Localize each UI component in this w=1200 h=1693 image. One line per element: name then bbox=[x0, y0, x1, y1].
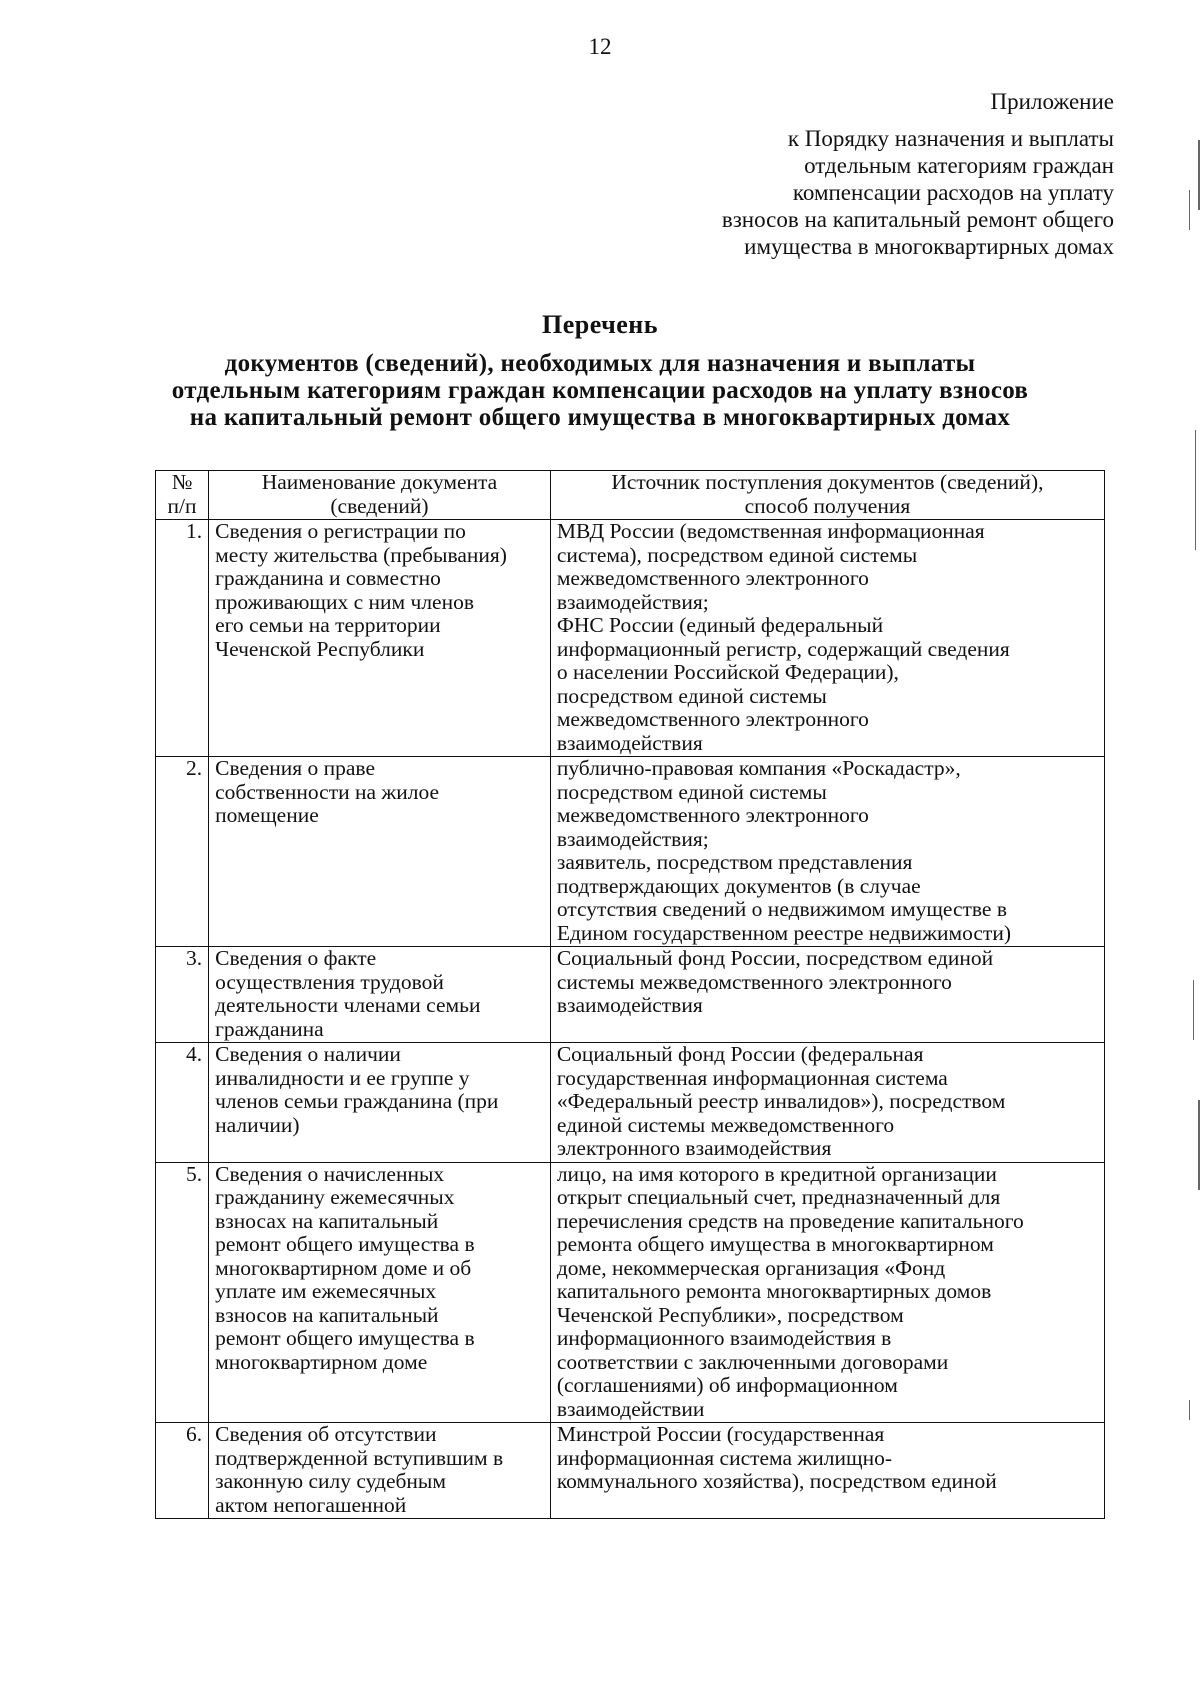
document-source-line: Минстрой России (государственная bbox=[556, 1422, 885, 1446]
scan-artifact bbox=[1189, 1400, 1190, 1420]
header-source bbox=[550, 471, 1104, 520]
appendix-line: к Порядку назначения и выплаты bbox=[787, 126, 1114, 151]
appendix-block bbox=[722, 88, 1114, 260]
document-name-line: собственности на жилое bbox=[215, 779, 440, 804]
document-source-cell bbox=[550, 757, 1104, 947]
document-source-line: заявитель, посредством представления bbox=[556, 850, 913, 874]
table-body bbox=[156, 520, 1105, 1519]
document-source-line: взаимодействия; bbox=[556, 589, 709, 614]
document-name-line: Сведения о факте bbox=[215, 946, 377, 970]
table-row bbox=[156, 520, 1105, 757]
document-source-line: информационного взаимодействия в bbox=[556, 1326, 892, 1350]
document-name-line: Сведения о начисленных bbox=[215, 1161, 445, 1186]
document-source-line: государственная информационная система bbox=[556, 1065, 948, 1090]
document-name-cell bbox=[209, 1423, 551, 1519]
row-number: 3. bbox=[156, 947, 209, 1043]
table-header-row bbox=[156, 471, 1105, 520]
document-subtitle-line: отдельным категориям граждан компенсации расходов на уплату взносов bbox=[171, 377, 1029, 404]
document-source-line: система), посредством единой системы bbox=[556, 542, 918, 567]
document-source-line: «Федеральный реестр инвалидов»), посредством bbox=[556, 1089, 1006, 1113]
document-title: Перечень bbox=[541, 310, 659, 339]
header-source-line: Источник поступления документов (сведений), bbox=[611, 470, 1044, 494]
appendix-title: Приложение bbox=[990, 89, 1114, 114]
document-source-line: коммунального хозяйства), посредством единой bbox=[556, 1469, 997, 1493]
header-num-line: № bbox=[171, 470, 193, 494]
document-name-line: проживающих с ним членов bbox=[215, 589, 475, 614]
document-name-cell bbox=[209, 520, 551, 757]
row-number: 5. bbox=[156, 1162, 209, 1423]
document-source-line: ФНС России (единый федеральный bbox=[556, 613, 884, 637]
document-source-line: электронного взаимодействия bbox=[556, 1136, 832, 1160]
document-source-line: МВД России (ведомственная информационная bbox=[556, 519, 985, 543]
document-source-line: Чеченской Республики», посредством bbox=[556, 1302, 904, 1327]
scan-artifact bbox=[1193, 980, 1194, 1040]
document-name-line: деятельности членами семьи bbox=[215, 993, 481, 1017]
document-source-line: взаимодействия bbox=[556, 730, 703, 755]
document-name-cell bbox=[209, 1043, 551, 1163]
document-source-line: информационный регистр, содержащий сведения bbox=[556, 636, 1010, 661]
document-source-cell bbox=[550, 1423, 1104, 1519]
document-source-line: единой системы межведомственного bbox=[556, 1112, 895, 1137]
document-source-cell bbox=[550, 520, 1104, 757]
table-row bbox=[156, 757, 1105, 947]
document-source-line: лицо, на имя которого в кредитной организации bbox=[556, 1161, 997, 1186]
table-row bbox=[156, 947, 1105, 1043]
document-heading bbox=[0, 310, 1200, 431]
document-name-line: осуществления трудовой bbox=[215, 969, 444, 994]
document-name-cell bbox=[209, 757, 551, 947]
document-source-line: отсутствия сведений о недвижимом имуществе в bbox=[556, 897, 1007, 921]
document-source-line: соответствии с заключенными договорами bbox=[556, 1349, 949, 1374]
document-name-line: взносов на капитальный bbox=[215, 1302, 439, 1327]
document-name-line: взносах на капитальный bbox=[215, 1208, 439, 1233]
document-subtitle-line: документов (сведений), необходимых для назначения и выплаты bbox=[224, 350, 976, 377]
document-source-line: взаимодействия; bbox=[556, 826, 709, 851]
document-source-line: Едином государственном реестре недвижимости) bbox=[556, 920, 1011, 945]
header-name-line: Наименование документа bbox=[261, 470, 498, 494]
document-source-line: информационная система жилищно- bbox=[556, 1445, 892, 1470]
document-name-line: Сведения о регистрации по bbox=[215, 519, 466, 543]
document-source-line: взаимодействии bbox=[556, 1396, 705, 1421]
document-name-line: помещение bbox=[215, 803, 319, 827]
document-source-line: посредством единой системы bbox=[556, 779, 827, 804]
document-source-line: ремонта общего имущества в многоквартирном bbox=[556, 1232, 994, 1256]
document-source-line: системы межведомственного электронного bbox=[556, 969, 952, 994]
document-name-line: актом непогашенной bbox=[215, 1492, 407, 1517]
appendix-line: компенсации расходов на уплату bbox=[792, 180, 1114, 205]
document-name-line: гражданина и совместно bbox=[215, 566, 441, 590]
appendix-line: отдельным категориям граждан bbox=[804, 153, 1114, 178]
table-row bbox=[156, 1423, 1105, 1519]
row-number: 2. bbox=[156, 757, 209, 947]
header-num bbox=[156, 471, 209, 520]
appendix-line: имущества в многоквартирных домах bbox=[744, 234, 1114, 259]
table-row bbox=[156, 1043, 1105, 1163]
header-name-line: (сведений) bbox=[330, 493, 429, 518]
document-source-line: посредством единой системы bbox=[556, 683, 827, 708]
row-number: 6. bbox=[156, 1423, 209, 1519]
document-name-line: Сведения о наличии bbox=[215, 1042, 401, 1066]
document-source-line: о населении Российской Федерации), bbox=[556, 660, 899, 684]
document-name-cell bbox=[209, 947, 551, 1043]
document-name-line: Сведения о праве bbox=[215, 756, 375, 780]
document-name-line: многоквартирном доме и об bbox=[215, 1255, 472, 1280]
document-name-line: уплате им ежемесячных bbox=[215, 1279, 437, 1303]
appendix-line: взносов на капитальный ремонт общего bbox=[721, 207, 1114, 232]
document-source-line: доме, некоммерческая организация «Фонд bbox=[556, 1255, 946, 1280]
document-name-line: гражданину ежемесячных bbox=[215, 1185, 455, 1209]
document-source-line: межведомственного электронного bbox=[556, 707, 869, 731]
document-name-line: подтвержденной вступившим в bbox=[215, 1445, 504, 1470]
document-source-line: Социальный фонд России (федеральная bbox=[556, 1042, 924, 1066]
document-name-line: Чеченской Республики bbox=[215, 636, 425, 661]
document-name-line: его семьи на территории bbox=[215, 613, 441, 637]
row-number: 4. bbox=[156, 1043, 209, 1163]
header-name bbox=[209, 471, 551, 520]
document-source-line: межведомственного электронного bbox=[556, 803, 869, 827]
document-source-line: (соглашениями) об информационном bbox=[556, 1373, 898, 1397]
header-source-line: способ получения bbox=[744, 493, 911, 518]
document-source-line: публично-правовая компания «Роскадастр», bbox=[556, 756, 961, 780]
document-source-line: подтверждающих документов (в случае bbox=[556, 873, 921, 898]
document-source-cell bbox=[550, 1043, 1104, 1163]
document-source-line: Социальный фонд России, посредством единой bbox=[556, 946, 994, 970]
page-number: 12 bbox=[588, 34, 612, 59]
header-num-line: п/п bbox=[167, 493, 197, 518]
document-source-line: перечисления средств на проведение капитального bbox=[556, 1208, 1024, 1233]
document-name-line: месту жительства (пребывания) bbox=[215, 542, 507, 567]
document-name-line: законную силу судебным bbox=[215, 1469, 446, 1493]
document-name-line: гражданина bbox=[215, 1016, 324, 1041]
document-name-line: Сведения об отсутствии bbox=[215, 1422, 437, 1446]
document-subtitle-line: на капитальный ремонт общего имущества в многоквартирных домах bbox=[189, 404, 1011, 431]
row-number: 1. bbox=[156, 520, 209, 757]
document-source-cell bbox=[550, 1162, 1104, 1423]
scan-artifact bbox=[1189, 190, 1190, 230]
document-source-cell bbox=[550, 947, 1104, 1043]
document-name-line: многоквартирном доме bbox=[215, 1349, 428, 1374]
document-name-cell bbox=[209, 1162, 551, 1423]
document-source-line: межведомственного электронного bbox=[556, 566, 869, 590]
document-name-line: ремонт общего имущества в bbox=[215, 1232, 475, 1256]
documents-table bbox=[155, 470, 1105, 1519]
table-row bbox=[156, 1162, 1105, 1423]
document-name-line: наличии) bbox=[215, 1112, 300, 1137]
document-source-line: открыт специальный счет, предназначенный для bbox=[556, 1185, 1001, 1209]
document-name-line: инвалидности и ее группе у bbox=[215, 1065, 470, 1090]
document-name-line: ремонт общего имущества в bbox=[215, 1326, 475, 1350]
document-name-line: членов семьи гражданина (при bbox=[215, 1089, 499, 1113]
document-source-line: капитального ремонта многоквартирных домов bbox=[556, 1279, 992, 1303]
scan-artifact bbox=[1195, 430, 1196, 550]
document-source-line: взаимодействия bbox=[556, 993, 703, 1017]
